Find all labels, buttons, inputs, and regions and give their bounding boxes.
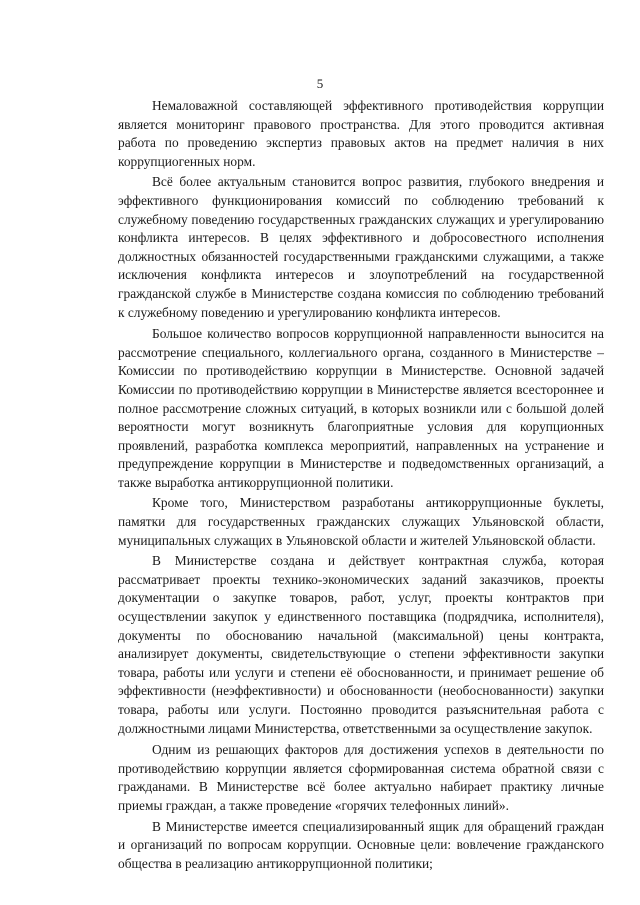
page-number: 5 <box>316 76 324 91</box>
paragraph-feedback: Одним из решающих факторов для достижения успехов в деятельности по противодействию коррупции является сформированная система обратной связи с гражданами. В Министерстве всё более актуально набирает практику личные приемы граждан, а также проведение «горячих телефонных линий». <box>118 742 604 813</box>
paragraph-anticorruption-commission: Большое количество вопросов коррупционной направленности выносится на рассмотрение специального, коллегиального органа, созданного в Министерстве – Комиссии по противодействию коррупции в Министерстве. Основной задачей Комиссии по противодействию коррупции в Министерстве является всестороннее и полное рассмотрение сложных ситуаций, в которых возникли или с большой долей вероятности могут возникнуть благоприятные условия для корупционных проявлений, разработка комплекса мероприятий, направленных на устранение и предупреждение коррупции в Министерстве и подведомственных организаций, а также выработка антикоррупционной политики. <box>118 326 604 490</box>
paragraph-monitoring: Немаловажной составляющей эффективного противодействия коррупции является мониторинг правового пространства. Для этого проводится активная работа по проведению экспертиз правовых актов на предмет наличия в них коррупциогенных норм. <box>118 98 604 169</box>
paragraph-booklets: Кроме того, Министерством разработаны антикоррупционные буклеты, памятки для государственных гражданских служащих Ульяновской области, муниципальных служащих в Ульяновской области и жителей Ульяновской области. <box>118 495 604 548</box>
paragraph-commissions: Всё более актуальным становится вопрос развития, глубокого внедрения и эффективного функционирования комиссий по соблюдению требований к служебному поведению государственных гражданских служащих и урегулированию конфликта интересов. В целях эффективного и добросовестного исполнения должностных обязанностей государственными гражданскими служащими, а также исключения конфликта интересов и злоупотреблений на государственной гражданской службе в Министерстве создана комиссия по соблюдению требований к служебному поведению и урегулированию конфликта интересов. <box>118 174 604 320</box>
paragraph-complaint-box: В Министерстве имеется специализированный ящик для обращений граждан и организаций по вопросам коррупции. Основные цели: вовлечение гражданского общества в реализацию антикоррупционной политики; <box>118 818 604 871</box>
document-body <box>118 97 604 873</box>
paragraph-contract-service: В Министерстве создана и действует контрактная служба, которая рассматривает проекты технико-экономических заданий заказчиков, проекты документации о закупке товаров, работ, услуг, проекты контрактов при осуществлении закупок у единственного поставщика (подрядчика, исполнителя), документы по обоснованию начальной (максимальной) цены контракта, анализирует документы, свидетельствующие о степени эффективности закупки товара, работы или услуги и степени её обоснованности, и принимает решение об эффективности (неэффективности) и обоснованности (необоснованности) закупки товара, работы или услуги. Постоянно проводится разъяснительная работа с должностными лицами Министерства, ответственными за осуществление закупок. <box>118 553 604 736</box>
